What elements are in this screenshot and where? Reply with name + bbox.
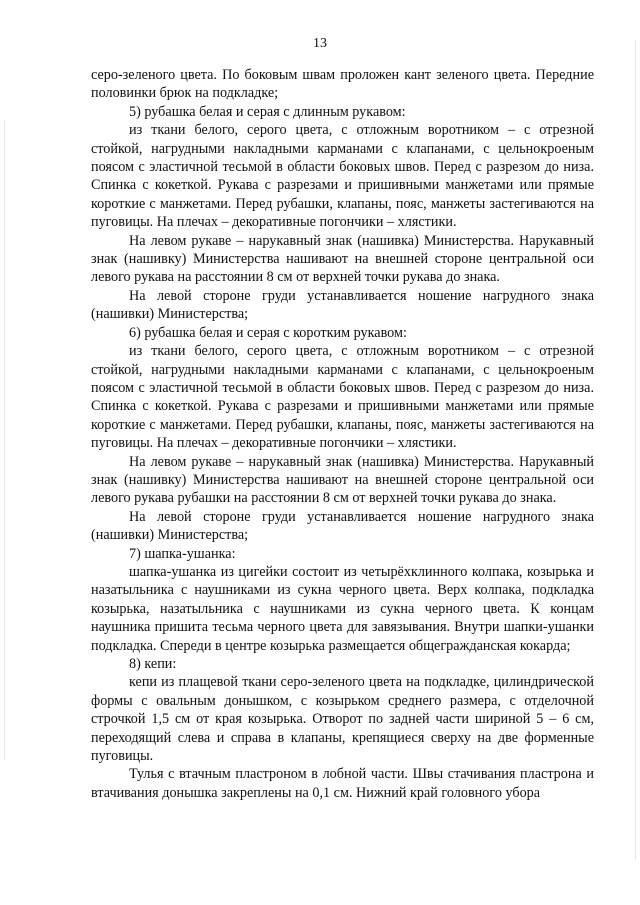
page-number: 13 [313,36,327,51]
paragraph: из ткани белого, серого цвета, с отложным воротником – с отрезной стойкой, нагрудными накладными карманами с клапанами, с цельнокроеным поясом с эластичной тесьмой в области боковых швов. Перед с разрезом до низа. Спинка с кокеткой. Рукава с разрезами и пришивными манжетами или прямые короткие с манжетами. Перед рубашки, клапаны, пояс, манжеты застегиваются на пуговицы. На плечах – декоративные погончики – хлястики. [91,343,594,452]
paragraph: 7) шапка-ушанка: [129,545,236,562]
paragraph: На левой стороне груди устанавливается ношение нагрудного знака (нашивки) Министерства; [91,508,594,544]
scan-edge-right [635,40,636,860]
paragraph: На левом рукаве – нарукавный знак (нашивка) Министерства. Нарукавный знак (нашивку) Министерства нашивают на внешней стороне центральной оси левого рукава рубашки на расстоянии 8 см от верхней точки рукава до знака. [91,453,594,507]
paragraph: 5) рубашка белая и серая с длинным рукавом: [129,103,406,120]
body-text [91,66,594,802]
paragraph: кепи из плащевой ткани серо-зеленого цвета на подкладке, цилиндрической формы с овальным донышком, с козырьком среднего размера, с отделочной строчкой 1,5 см от края козырька. Отворот по задней части шириной 5 – 6 см, переходящий слева и справа в клапаны, крепящиеся сверху на две форменные пуговицы. [91,674,594,765]
paragraph: серо-зеленого цвета. По боковым швам проложен кант зеленого цвета. Передние половинки брюк на подкладке; [91,67,594,102]
paragraph: Тулья с втачным пластроном в лобной части. Швы стачивания пластрона и втачивания донышка закреплены на 0,1 см. Нижний край головного убора [91,766,594,801]
paragraph: 8) кепи: [129,656,177,672]
paragraph: шапка-ушанка из цигейки состоит из четырёхклинного колпака, козырька и назатыльника с наушниками из сукна черного цвета. Верх колпака, подкладка козырька, назатыльника с наушниками из сукна черного цвета. К концам наушника пришита тесьма черного цвета для завязывания. Внутри шапки-ушанки подкладка. Спереди в центре козырька размещается общегражданская кокарда; [91,563,594,654]
paragraph: из ткани белого, серого цвета, с отложным воротником – с отрезной стойкой, нагрудными накладными карманами с клапанами, с цельнокроеным поясом с эластичной тесьмой в области боковых швов. Перед с разрезом до низа. Спинка с кокеткой. Рукава с разрезами и пришивными манжетами или прямые короткие с манжетами. Перед рубашки, клапаны, пояс, манжеты застегиваются на пуговицы. На плечах – декоративные погончики – хлястики. [91,122,594,231]
paragraph: На левом рукаве – нарукавный знак (нашивка) Министерства. Нарукавный знак (нашивку) Министерства нашивают на внешней стороне центральной оси левого рукава на расстоянии 8 см от верхней точки рукава до знака. [91,232,594,286]
scan-edge-left [4,120,5,760]
paragraph: 6) рубашка белая и серая с коротким рукавом: [129,324,407,341]
paragraph: На левой стороне груди устанавливается ношение нагрудного знака (нашивки) Министерства; [91,287,594,323]
